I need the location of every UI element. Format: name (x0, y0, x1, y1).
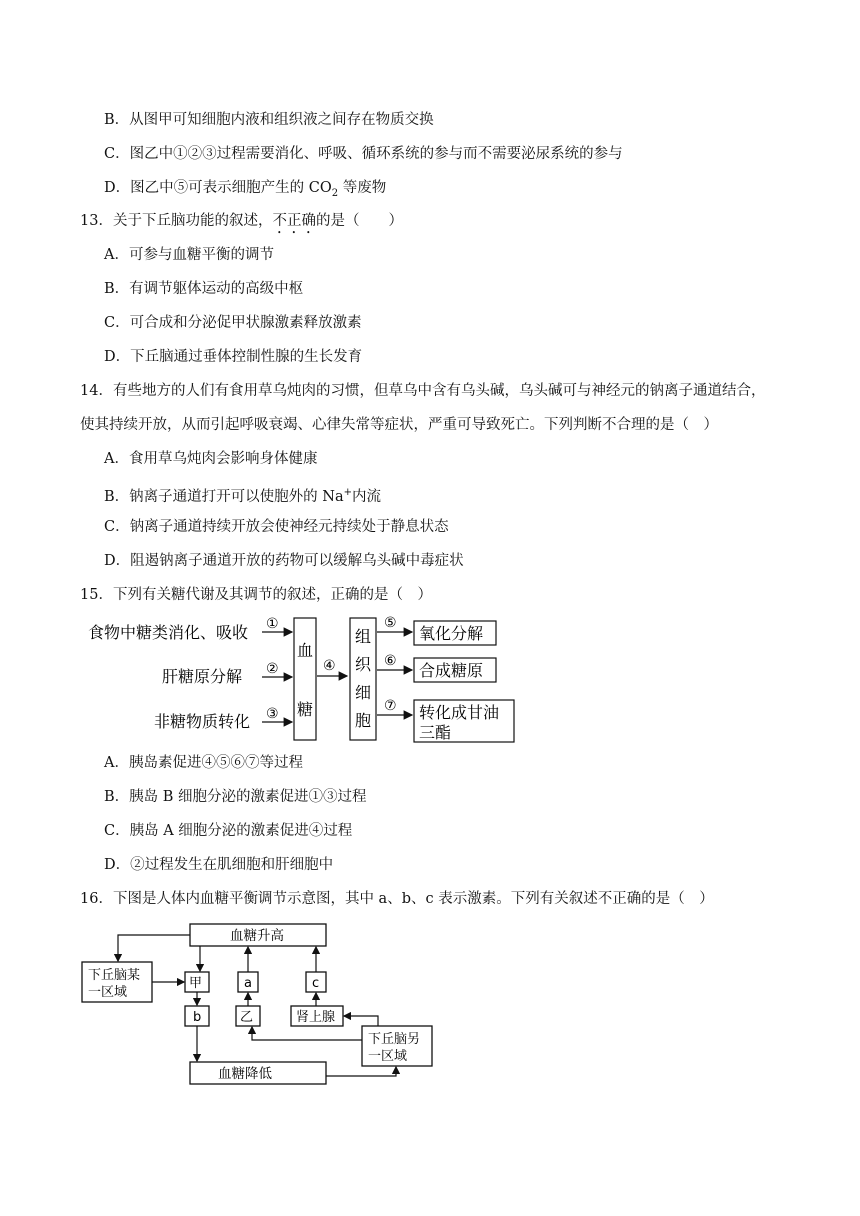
q13-option-b: B．有调节躯体运动的高级中枢 (104, 281, 304, 297)
q15-output-oxidation: 氧化分解 (419, 624, 484, 643)
q16-b: b (193, 1010, 202, 1025)
q14-option-d: D．阻遏钠离子通道开放的药物可以缓解乌头碱中毒症状 (104, 553, 464, 569)
q15-blood-char-2: 糖 (297, 700, 314, 719)
q15-tissue-char-4: 胞 (355, 711, 372, 730)
q16-hypothalamus-2-line1: 下丘脑另 (368, 1032, 421, 1047)
q16-adrenal: 肾上腺 (296, 1010, 336, 1025)
q15-source-digestion: 食物中糖类消化、吸收 (88, 623, 249, 642)
q16-yi: 乙 (240, 1010, 254, 1025)
q16-hypothalamus-1-line2: 一区域 (88, 985, 128, 1000)
q16-bottom-label: 血糖降低 (218, 1066, 272, 1082)
q15-tissue-char-2: 织 (355, 655, 372, 674)
q13-emphasis: 不正确 (272, 213, 316, 229)
q15-option-b: B．胰岛 B 细胞分泌的激素促进①③过程 (104, 789, 367, 805)
q15-output-triglyceride-line2: 三酯 (419, 723, 452, 742)
q12-option-c: C．图乙中①②③过程需要消化、呼吸、循环系统的参与而不需要泌尿系统的参与 (104, 146, 623, 162)
q14-option-c: C．钠离子通道持续开放会使神经元持续处于静息状态 (104, 519, 449, 535)
q15-num-2: ② (266, 661, 279, 677)
q16-c: c (312, 976, 320, 991)
q13-option-a: A．可参与血糖平衡的调节 (104, 247, 274, 263)
q15-stem: 15．下列有关糖代谢及其调节的叙述，正确的是（ ） (80, 587, 432, 603)
q15-tissue-char-3: 细 (355, 683, 372, 702)
q16-hypothalamus-1-line1: 下丘脑某 (88, 968, 141, 983)
q15-blood-char-1: 血 (297, 641, 314, 660)
q16-jia: 甲 (189, 976, 203, 991)
q16-diagram (78, 918, 448, 1088)
q14-option-a: A．食用草乌炖肉会影响身体健康 (104, 451, 318, 467)
q15-option-d: D．②过程发生在肌细胞和肝细胞中 (104, 857, 334, 873)
q13-stem: 13．关于下丘脑功能的叙述，不正确的是（ ） (80, 213, 403, 229)
q15-num-7: ⑦ (384, 698, 397, 714)
q14-option-b: B．钠离子通道打开可以使胞外的 Na+内流 (104, 487, 381, 505)
q16-a: a (244, 976, 252, 991)
q15-source-glycogen: 肝糖原分解 (162, 667, 243, 686)
q12-option-d: D．图乙中⑤可表示细胞产生的 $CO_2$ 等废物 (104, 180, 387, 199)
q15-output-glycogen: 合成糖原 (419, 661, 484, 680)
q16-top-label: 血糖升高 (230, 928, 284, 944)
q15-num-6: ⑥ (384, 653, 397, 669)
q15-num-5: ⑤ (384, 615, 397, 631)
q15-blood-box (294, 618, 316, 740)
q12-option-b: B．从图甲可知细胞内液和组织液之间存在物质交换 (104, 112, 434, 128)
q15-source-nonsugar: 非糖物质转化 (154, 712, 251, 731)
q15-diagram (80, 612, 520, 747)
q14-stem-line1: 14．有些地方的人们有食用草乌炖肉的习惯，但草乌中含有乌头碱，乌头碱可与神经元的钠离子通道结合， (80, 383, 766, 399)
q15-num-4: ④ (323, 658, 336, 674)
q15-option-a: A．胰岛素促进④⑤⑥⑦等过程 (104, 755, 303, 771)
q15-output-triglyceride-line1: 转化成甘油 (419, 703, 500, 722)
q16-stem: 16．下图是人体内血糖平衡调节示意图，其中 a、b、c 表示激素。下列有关叙述不正确的是（ ） (80, 891, 714, 907)
q16-hypothalamus-2-line2: 一区域 (368, 1049, 408, 1064)
q13-option-c: C．可合成和分泌促甲状腺激素释放激素 (104, 315, 362, 331)
q15-tissue-char-1: 组 (355, 627, 372, 646)
q14-stem-line2: 使其持续开放，从而引起呼吸衰竭、心律失常等症状，严重可导致死亡。下列判断不合理的是（ ） (80, 417, 718, 433)
q15-option-c: C．胰岛 A 细胞分泌的激素促进④过程 (104, 823, 353, 839)
q15-num-3: ③ (266, 706, 279, 722)
q13-option-d: D．下丘脑通过垂体控制性腺的生长发育 (104, 349, 363, 365)
q15-num-1: ① (266, 616, 279, 632)
